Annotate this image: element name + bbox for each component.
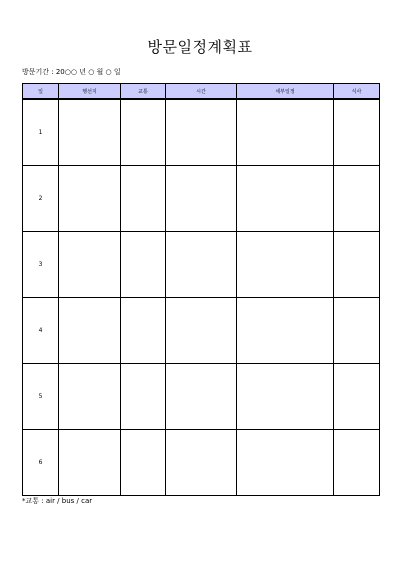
header-day: 일 (23, 84, 59, 100)
meal-cell[interactable] (334, 298, 380, 364)
day-cell: 1 (23, 99, 59, 166)
destination-cell[interactable] (59, 430, 121, 496)
transport-cell[interactable] (121, 298, 166, 364)
day-cell: 2 (23, 166, 59, 232)
detailed-schedule-cell[interactable] (237, 298, 334, 364)
time-cell[interactable] (166, 430, 237, 496)
detailed-schedule-cell[interactable] (237, 430, 334, 496)
table-header-row (23, 84, 380, 100)
destination-cell[interactable] (59, 166, 121, 232)
table-row (23, 364, 380, 430)
header-destination: 행선지 (59, 84, 121, 100)
day-cell: 5 (23, 364, 59, 430)
time-cell[interactable] (166, 166, 237, 232)
header-meal: 식사 (334, 84, 380, 100)
table-row (23, 232, 380, 298)
meal-cell[interactable] (334, 99, 380, 166)
detailed-schedule-cell[interactable] (237, 166, 334, 232)
time-cell[interactable] (166, 232, 237, 298)
day-cell: 6 (23, 430, 59, 496)
table-row (23, 430, 380, 496)
time-cell[interactable] (166, 298, 237, 364)
header-time: 시간 (166, 84, 237, 100)
schedule-table (22, 83, 380, 496)
transport-cell[interactable] (121, 166, 166, 232)
transport-cell[interactable] (121, 364, 166, 430)
table-row (23, 166, 380, 232)
transport-cell[interactable] (121, 430, 166, 496)
time-cell[interactable] (166, 99, 237, 166)
time-cell[interactable] (166, 364, 237, 430)
destination-cell[interactable] (59, 364, 121, 430)
day-cell: 4 (23, 298, 59, 364)
transport-note: *교통 : air / bus / car (22, 497, 93, 505)
table-row (23, 298, 380, 364)
detailed-schedule-cell[interactable] (237, 99, 334, 166)
meal-cell[interactable] (334, 364, 380, 430)
visit-period-label: 방문기간 : 20 (22, 68, 65, 76)
transport-cell[interactable] (121, 232, 166, 298)
visit-period-date: ○○ 년 ○ 월 ○ 일 (64, 68, 121, 76)
visit-period (22, 67, 121, 77)
destination-cell[interactable] (59, 99, 121, 166)
document-title: 방문일정계획표 (147, 38, 253, 56)
header-detailed-schedule: 세부일정 (237, 84, 334, 100)
destination-cell[interactable] (59, 298, 121, 364)
header-transport: 교통 (121, 84, 166, 100)
meal-cell[interactable] (334, 430, 380, 496)
transport-cell[interactable] (121, 99, 166, 166)
destination-cell[interactable] (59, 232, 121, 298)
meal-cell[interactable] (334, 166, 380, 232)
detailed-schedule-cell[interactable] (237, 364, 334, 430)
day-cell: 3 (23, 232, 59, 298)
meal-cell[interactable] (334, 232, 380, 298)
table-row (23, 99, 380, 166)
detailed-schedule-cell[interactable] (237, 232, 334, 298)
